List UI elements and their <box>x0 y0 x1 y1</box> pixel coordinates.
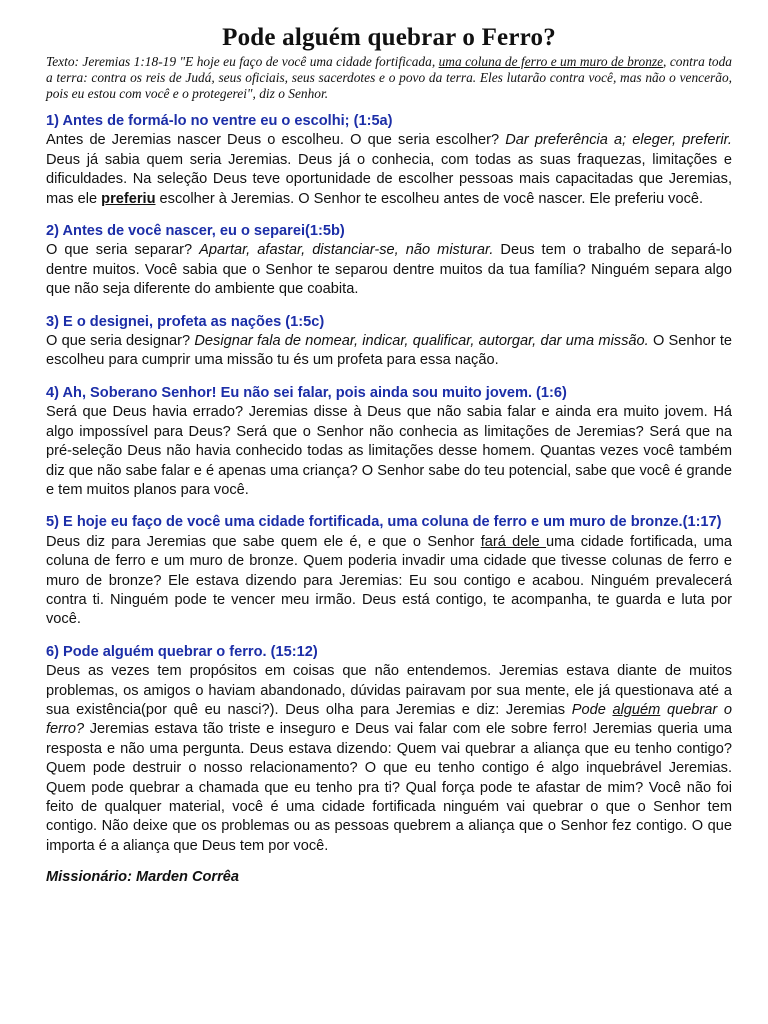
section-5-text-underlined: fará dele <box>480 533 547 550</box>
section-5-text-b: uma cidade fortificada, uma coluna de ferro e um muro de bronze. Quem poderia invadir uma cidade que tivesse colunas de ferro e muro de bronze? Ele estava dizendo para Jeremias: Eu sou contigo e acabou. Ninguém prevalecerá contra ti. Ninguém pode te vencer meu irmão. Deus está contigo, te acompanha, te guarda e luta por você. <box>46 533 732 628</box>
signature: Missionário: Marden Corrêa <box>46 869 240 886</box>
section-6-text-italic-b: quebrar o ferro? <box>46 701 733 738</box>
section-2-text-a: O que seria separar? <box>46 242 200 259</box>
section-4-heading: 4) Ah, Soberano Senhor! Eu não sei falar, pois ainda sou muito jovem. (1:6) <box>46 384 567 401</box>
intro-text-underlined: uma coluna de ferro e um muro de bronze <box>438 54 664 69</box>
section-6-heading: 6) Pode alguém quebrar o ferro. (15:12) <box>46 643 318 660</box>
section-2-text <box>46 241 732 299</box>
section-5-text-a: Deus diz para Jeremias que sabe quem ele é, e que o Senhor <box>46 533 481 550</box>
section-1-text <box>46 131 732 209</box>
document-page <box>46 20 732 885</box>
section-1-text-c: escolher à Jeremias. O Senhor te escolheu antes de você nascer. Ele preferiu você. <box>155 190 704 207</box>
intro-verse <box>46 54 732 102</box>
page-title: Pode alguém quebrar o Ferro? <box>222 24 556 51</box>
section-3-text-italic: Designar fala de nomear, indicar, qualificar, autorgar, dar uma missão. <box>194 333 649 350</box>
intro-text-a: Texto: Jeremias 1:18-19 "E hoje eu faço de você uma cidade fortificada, <box>46 54 439 69</box>
section-2-heading: 2) Antes de você nascer, eu o separei(1:5b) <box>46 223 345 240</box>
section-3-text-b: O Senhor te escolheu para cumprir uma missão tu és um profeta para essa nação. <box>46 333 732 369</box>
section-5-heading: 5) E hoje eu faço de você uma cidade fortificada, uma coluna de ferro e um muro de bronze.(1:17) <box>46 514 722 531</box>
section-1-text-italic: Dar preferência a; eleger, preferir. <box>505 132 732 149</box>
section-5-text <box>46 533 732 630</box>
intro-text-b: , contra toda a terra: contra os reis de Judá, seus oficiais, seus sacerdotes e o povo da terra. Eles lutarão contra você, mas não o vencerão, pois eu estou com você e o protegerei", diz o Senhor. <box>46 54 732 101</box>
section-2-text-b: Deus tem o trabalho de separá-lo dentre muitos. Você sabia que o Senhor te separou dentre muitos da tua família? Ninguém separa algo que não seja diferente do ambiente que coabita. <box>46 242 732 298</box>
section-6-text-italic-a: Pode <box>571 701 613 718</box>
section-6-text-italic-underlined: alguém <box>612 701 661 718</box>
section-6-text-b: Jeremias estava tão triste e inseguro e Deus vai falar com ele sobre ferro! Jeremias queria uma resposta e não uma pergunta. Deus estava dizendo: Quem vai quebrar a aliança que eu tenho contigo? Quem pode destruir o nosso relacionamento? O que eu tenho contigo é algo inquebrável Jeremias. Quem pode quebrar a chamada que eu tenho pra ti? Qual força pode te afastar de mim? Você não foi feito de qualquer material, você é uma cidade fortificada ninguém vai quebrar o que o Senhor tem contigo. Não deixe que os problemas ou as pessoas quebrem a aliança que o Senhor fez contigo. O que importa é a aliança que Deus tem por você. <box>46 721 732 854</box>
section-1-heading: 1) Antes de formá-lo no ventre eu o escolhi; (1:5a) <box>46 113 393 129</box>
section-3-heading: 3) E o designei, profeta as nações (1:5c) <box>46 313 325 330</box>
section-1-text-a: Antes de Jeremias nascer Deus o escolheu. O que seria escolher? <box>46 132 506 149</box>
section-4-text <box>46 403 732 500</box>
section-6-text <box>46 662 732 856</box>
section-3-text <box>46 332 732 371</box>
section-4-text-a: Será que Deus havia errado? Jeremias disse à Deus que não sabia falar e ainda era muito jovem. Há algo impossível para Deus? Será que o Senhor não conhecia as limitações de Jeremias? Será que na pré-seleção Deus não havia conhecido todas as limitações desse homem. Quantas vezes você também diz que não sabe falar e é apenas uma criança? O Senhor sabe do teu potencial, sabe que você é grande e tem muitos planos para você. <box>46 404 732 498</box>
section-3-text-a: O que seria designar? <box>46 333 195 350</box>
section-6-text-a: Deus as vezes tem propósitos em coisas que não entendemos. Jeremias estava diante de muitos problemas, os amigos o haviam abandonado, dúvidas pairavam por sua mente, ele já questionava até a sua existência(por quê eu nasci?). Deus olha para Jeremias e diz: Jeremias <box>46 663 732 718</box>
section-1-text-emph: preferiu <box>101 190 156 207</box>
section-2-text-italic: Apartar, afastar, distanciar-se, não misturar. <box>199 242 494 259</box>
section-1-text-b: Deus já sabia quem seria Jeremias. Deus já o conhecia, com todas as suas fraquezas, limitações e dificuldades. Na seleção Deus teve oportunidade de escolher pessoas mais capacitadas que Jeremias, mas ele <box>46 151 732 207</box>
